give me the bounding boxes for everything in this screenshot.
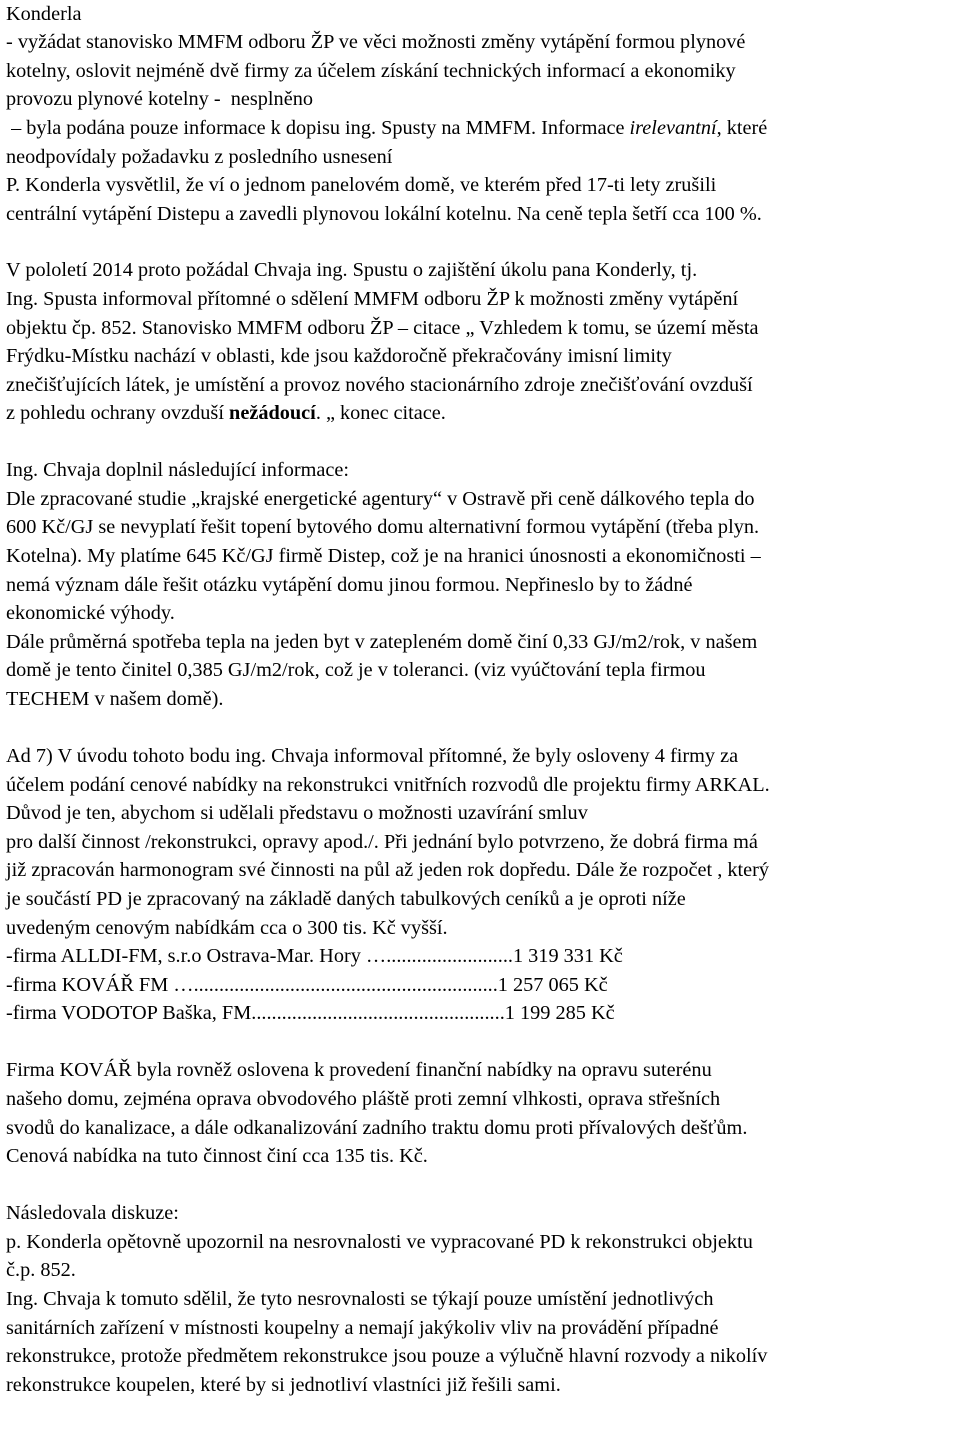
text-line: Konderla: [6, 3, 82, 25]
text-line: pro další činnost /rekonstrukci, opravy apod./. Při jednání bylo potvrzeno, že dobrá firma má: [6, 831, 758, 853]
text-line: ekonomické výhody.: [6, 602, 175, 624]
text-line: již zpracován harmonogram své činnosti na půl až jeden rok dopředu. Dále že rozpočet , který: [6, 859, 770, 881]
text-line: nemá význam dále řešit otázku vytápění domu jinou formou. Nepřineslo by to žádné: [6, 574, 693, 596]
offer-line: -firma VODOTOP Baška, FM..................................................1 199 285 Kč: [6, 1002, 615, 1024]
text-line: rekonstrukce, protože předmětem rekonstrukce jsou pouze a výlučně hlavní rozvody a nikolív: [6, 1345, 768, 1367]
text-line: V pololetí 2014 proto požádal Chvaja ing. Spustu o zajištění úkolu pana Konderly, tj.: [6, 259, 698, 281]
offer-line: -firma KOVÁŘ FM …............................................................1 257 065 Kč: [6, 974, 608, 996]
text-line: Dále průměrná spotřeba tepla na jeden byt v zatepleném domě činí 0,33 GJ/m2/rok, v našem: [6, 631, 758, 653]
text-line: centrální vytápění Distepu a zavedli plynovou lokální kotelnu. Na ceně tepla šetří cca 100 %.: [6, 203, 762, 225]
text-line: svodů do kanalizace, a dále odkanalizování zadního traktu domu proti přívalových dešťům.: [6, 1117, 748, 1139]
text-line: Ing. Spusta informoval přítomné o sdělení MMFM odboru ŽP k možnosti změny vytápění: [6, 288, 739, 310]
text-line: Následovala diskuze:: [6, 1202, 179, 1224]
text-line: – byla podána pouze informace k dopisu ing. Spusty na MMFM. Informace irelevantní, které: [6, 117, 768, 139]
text-line: kotelny, oslovit nejméně dvě firmy za účelem získání technických informací a ekonomiky: [6, 60, 736, 82]
text-line: Cenová nabídka na tuto činnost činí cca 135 tis. Kč.: [6, 1145, 428, 1167]
text-line: Ing. Chvaja k tomuto sdělil, že tyto nesrovnalosti se týkají pouze umístění jednotlivých: [6, 1288, 714, 1310]
text-line: Frýdku-Místku nachází v oblasti, kde jsou každoročně překračovány imisní limity: [6, 345, 672, 367]
text-line: P. Konderla vysvětlil, že ví o jednom panelovém domě, ve kterém před 17-ti lety zrušili: [6, 174, 717, 196]
text-line: TECHEM v našem domě).: [6, 688, 224, 710]
text-line: našeho domu, zejména oprava obvodového pláště proti zemní vlhkosti, oprava střešních: [6, 1088, 721, 1110]
offer-line: -firma ALLDI-FM, s.r.o Ostrava-Mar. Hory ….........................1 319 331 Kč: [6, 945, 623, 967]
text-line: domě je tento činitel 0,385 GJ/m2/rok, což je v toleranci. (viz vyúčtování tepla firmou: [6, 659, 706, 681]
text-line: Ing. Chvaja doplnil následující informace:: [6, 459, 349, 481]
text-line: objektu čp. 852. Stanovisko MMFM odboru ŽP – citace „ Vzhledem k tomu, se území města: [6, 317, 759, 339]
text-line: Firma KOVÁŘ byla rovněž oslovena k provedení finanční nabídky na opravu suterénu: [6, 1059, 712, 1081]
text-line: 600 Kč/GJ se nevyplatí řešit topení bytového domu alternativní formou vytápění (třeba plyn.: [6, 516, 760, 538]
text-line: Důvod je ten, abychom si udělali představu o možnosti uzavírání smluv: [6, 802, 588, 824]
emphasis-text: irelevantní: [629, 117, 717, 139]
text-line: Ad 7) V úvodu tohoto bodu ing. Chvaja informoval přítomné, že byly osloveny 4 firmy za: [6, 745, 739, 767]
text-line: je součástí PD je zpracovaný na základě daných tabulkových ceníků a je oproti níže: [6, 888, 686, 910]
text-line: provozu plynové kotelny - nesplněno: [6, 88, 313, 110]
text-line: Dle zpracované studie „krajské energetické agentury“ v Ostravě při ceně dálkového tepla do: [6, 488, 755, 510]
text-line: neodpovídaly požadavku z posledního usnesení: [6, 146, 393, 168]
text-line: z pohledu ochrany ovzduší nežádoucí. „ konec citace.: [6, 402, 446, 424]
text-line: znečišťujících látek, je umístění a provoz nového stacionárního zdroje znečišťování ovzduší: [6, 374, 753, 396]
text-line: - vyžádat stanovisko MMFM odboru ŽP ve věci možnosti změny vytápění formou plynové: [6, 31, 746, 53]
text-line: účelem podání cenové nabídky na rekonstrukci vnitřních rozvodů dle projektu firmy ARKAL.: [6, 774, 770, 796]
text-line: č.p. 852.: [6, 1259, 76, 1281]
bold-text: nežádoucí: [229, 402, 316, 424]
text-line: sanitárních zařízení v místnosti koupelny a nemají jakýkoliv vliv na provádění případné: [6, 1317, 719, 1339]
text-line: uvedeným cenovým nabídkám cca o 300 tis. Kč vyšší.: [6, 917, 448, 939]
text-line: p. Konderla opětovně upozornil na nesrovnalosti ve vypracované PD k rekonstrukci objektu: [6, 1231, 753, 1253]
text-line: rekonstrukce koupelen, které by si jednotliví vlastníci již řešili sami.: [6, 1374, 561, 1396]
text-line: Kotelna). My platíme 645 Kč/GJ firmě Distep, což je na hranici únosnosti a ekonomičnosti –: [6, 545, 761, 567]
